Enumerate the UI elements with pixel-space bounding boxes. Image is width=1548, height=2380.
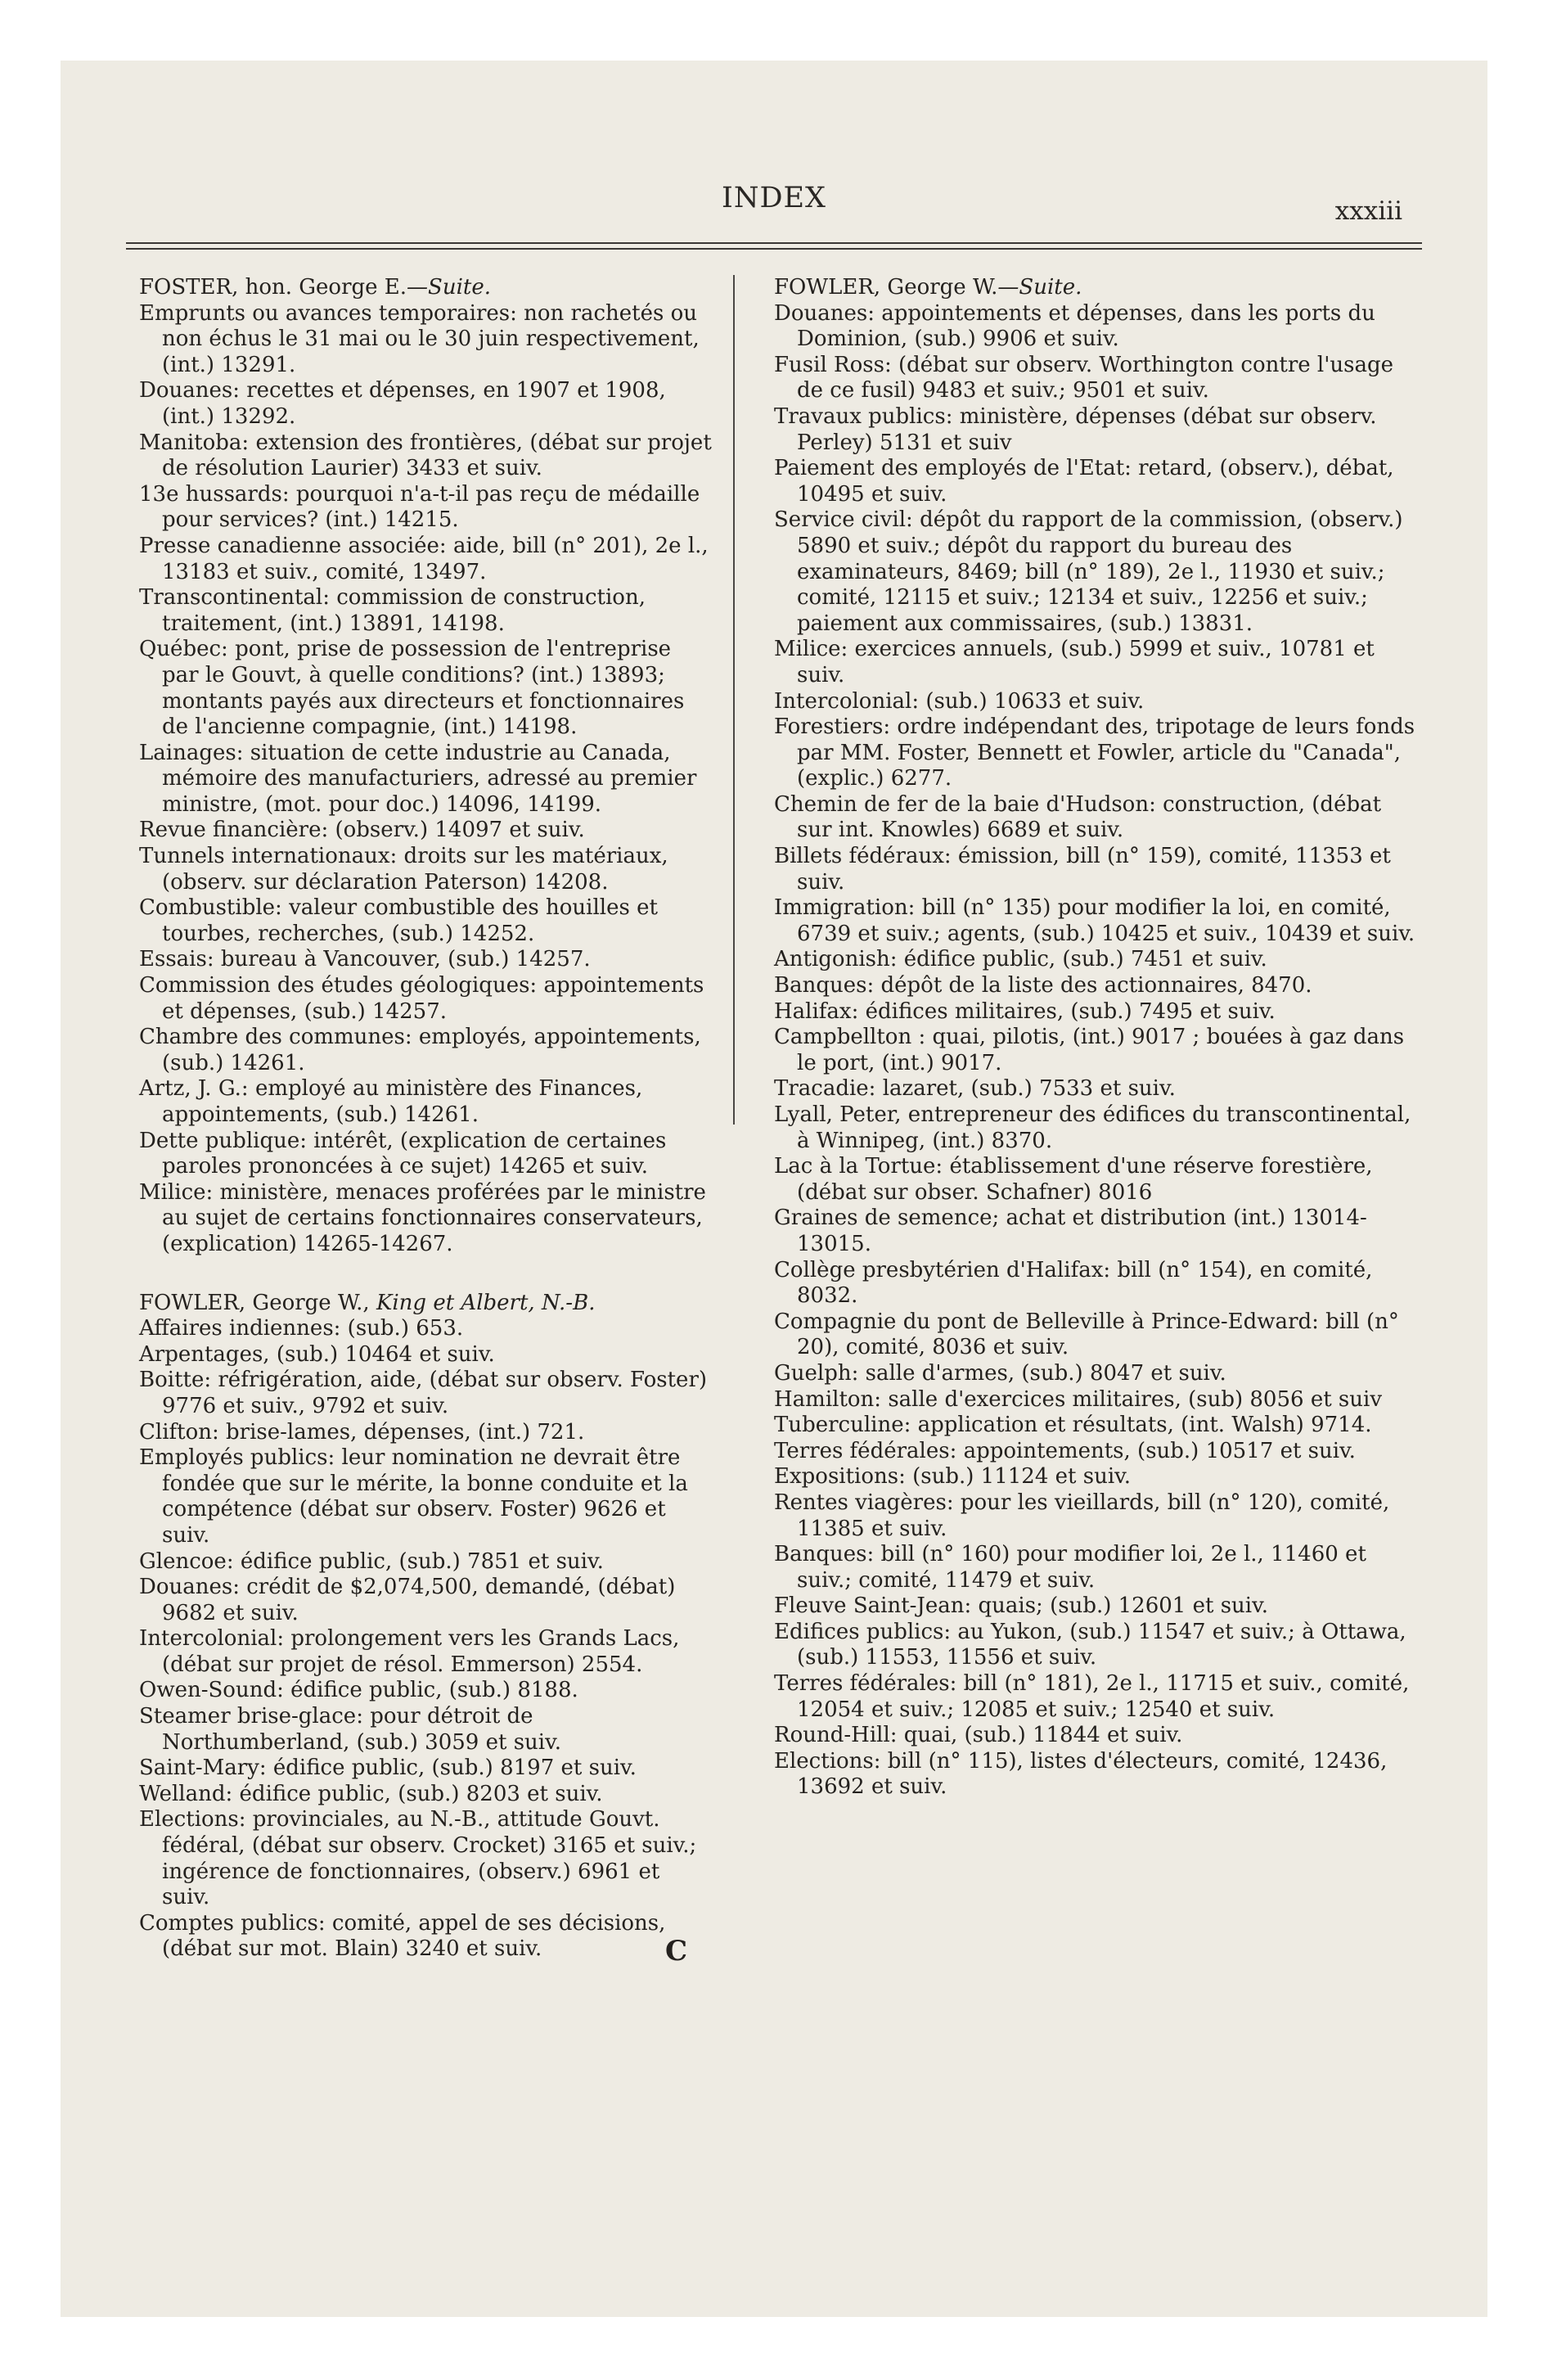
index-entry: Terres fédérales: appointements, (sub.) 10517 et suiv. xyxy=(774,1438,1356,1463)
heading-suffix: King et Albert, N.-B. xyxy=(376,1290,596,1315)
index-entry: Clifton: brise-lames, dépenses, (int.) 721. xyxy=(139,1419,585,1445)
index-entry: Expositions: (sub.) 11124 et suiv. xyxy=(774,1464,1132,1490)
index-entry: Elections: bill (n° 115), listes d'électeurs, comité, 12436, 13692 et suiv. xyxy=(774,1748,1388,1800)
index-entry: Tuberculine: application et résultats, (int. Walsh) 9714. xyxy=(774,1413,1372,1438)
index-entry: Travaux publics: ministère, dépenses (débat sur observ. Perley) 5131 et suiv xyxy=(774,403,1377,455)
index-entry: Transcontinental: commission de construction, traitement, (int.) 13891, 14198. xyxy=(139,585,646,636)
index-entry: Tracadie: lazaret, (sub.) 7533 et suiv. xyxy=(774,1076,1176,1102)
index-entry: Boitte: réfrigération, aide, (débat sur observ. Foster) 9776 et suiv., 9792 et suiv. xyxy=(139,1368,708,1418)
scanned-page xyxy=(61,61,1487,2317)
index-entry: Glencoe: édifice public, (sub.) 7851 et suiv. xyxy=(139,1548,604,1574)
index-entry: Douanes: crédit de $2,074,500, demandé, (débat) 9682 et suiv. xyxy=(139,1575,676,1625)
index-entry: Affaires indiennes: (sub.) 653. xyxy=(139,1316,464,1341)
index-entry: Chemin de fer de la baie d'Hudson: construction, (débat sur int. Knowles) 6689 et suiv. xyxy=(774,791,1382,843)
index-entry: Graines de semence; achat et distribution (int.) 13014-13015. xyxy=(774,1206,1367,1256)
header-rule xyxy=(126,242,1422,244)
heading-name: FOSTER, hon. George E. xyxy=(139,275,407,300)
index-entry: Lac à la Tortue: établissement d'une réserve forestière, (débat sur obser. Schafner) 8016 xyxy=(774,1154,1373,1205)
index-entry: Québec: pont, prise de possession de l'entreprise par le Gouvt, à quelle conditions? (int.) 13893; montants payés aux directeurs et fonctionnaires de l'ancienne compagnie, (int.) 14198. xyxy=(139,637,685,740)
index-entry: Comptes publics: comité, appel de ses décisions, (débat sur mot. Blain) 3240 et suiv. xyxy=(139,1910,666,1962)
index-entry: Fleuve Saint-Jean: quais; (sub.) 12601 et suiv. xyxy=(774,1593,1268,1619)
index-heading xyxy=(139,275,712,301)
index-entry: Arpentages, (sub.) 10464 et suiv. xyxy=(139,1341,495,1367)
index-entry: Banques: dépôt de la liste des actionnaires, 8470. xyxy=(774,973,1312,998)
index-entry: Intercolonial: (sub.) 10633 et suiv. xyxy=(774,688,1145,714)
index-entry: Lainages: situation de cette industrie au Canada, mémoire des manufacturiers, adressé au premier ministre, (mot. pour doc.) 14096, 14199. xyxy=(139,740,697,817)
index-entry: Guelph: salle d'armes, (sub.) 8047 et suiv. xyxy=(774,1360,1226,1386)
index-entry: Employés publics: leur nomination ne devrait être fondée que sur le mérite, la bonne conduite et la compétence (débat sur observ. Foster) 9626 et suiv. xyxy=(139,1445,688,1548)
index-entry: Presse canadienne associée: aide, bill (n° 201), 2e l., 13183 et suiv., comité, 13497. xyxy=(139,533,709,584)
index-entry: Fusil Ross: (débat sur observ. Worthington contre l'usage de ce fusil) 9483 et suiv.; 9501 et suiv. xyxy=(774,352,1393,403)
index-entry: Essais: bureau à Vancouver, (sub.) 14257. xyxy=(139,947,591,972)
index-entry: Paiement des employés de l'Etat: retard, (observ.), débat, 10495 et suiv. xyxy=(774,456,1394,507)
index-entry: Milice: ministère, menaces proférées par le ministre au sujet de certains fonctionnaires conservateurs, (explication) 14265-14267. xyxy=(139,1179,706,1256)
index-entry: Combustible: valeur combustible des houilles et tourbes, recherches, (sub.) 14252. xyxy=(139,895,658,946)
index-entry: Round-Hill: quai, (sub.) 11844 et suiv. xyxy=(774,1723,1183,1748)
index-entry: Dette publique: intérêt, (explication de certaines paroles prononcées à ce sujet) 14265 et suiv. xyxy=(139,1128,667,1179)
index-entry: Terres fédérales: bill (n° 181), 2e l., 11715 et suiv., comité, 12054 et suiv.; 12085 et suiv.; 12540 et suiv. xyxy=(774,1671,1410,1722)
index-heading xyxy=(774,275,1416,301)
index-entry: Welland: édifice public, (sub.) 8203 et suiv. xyxy=(139,1781,603,1806)
index-entry: Milice: exercices annuels, (sub.) 5999 et suiv., 10781 et suiv. xyxy=(774,637,1375,687)
index-entry: Forestiers: ordre indépendant des, tripotage de leurs fonds par MM. Foster, Bennett et Fowler, article du "Canada", (explic.) 6277. xyxy=(774,714,1415,791)
index-entry: Antigonish: édifice public, (sub.) 7451 et suiv. xyxy=(774,947,1267,972)
index-entry: Douanes: appointements et dépenses, dans les ports du Dominion, (sub.) 9906 et suiv. xyxy=(774,300,1375,352)
heading-suffix: —Suite. xyxy=(407,275,492,300)
index-entry: Service civil: dépôt du rapport de la commission, (observ.) 5890 et suiv.; dépôt du rapport du bureau des examinateurs, 8469; bill (n° 189), 2e l., 11930 et suiv.; comité, 12115 et suiv.; 12134 et suiv., 12256 et suiv.; paiement aux commissaires, (sub.) 13831. xyxy=(774,507,1403,636)
heading-name: FOWLER, George W. xyxy=(774,275,998,300)
index-entry: Edifices publics: au Yukon, (sub.) 11547 et suiv.; à Ottawa, (sub.) 11553, 11556 et suiv. xyxy=(774,1619,1406,1670)
index-entry: Hamilton: salle d'exercices militaires, (sub) 8056 et suiv xyxy=(774,1386,1383,1412)
index-entry: Elections: provinciales, au N.-B., attitude Gouvt. fédéral, (débat sur observ. Crocket) 3165 et suiv.; ingérence de fonctionnaires, (observ.) 6961 et suiv. xyxy=(139,1807,697,1910)
index-entry: Lyall, Peter, entrepreneur des édifices du transcontinental, à Winnipeg, (int.) 8370. xyxy=(774,1102,1411,1153)
page-title: INDEX xyxy=(722,182,826,214)
index-entry: Tunnels internationaux: droits sur les matériaux, (observ. sur déclaration Paterson) 14208. xyxy=(139,844,668,895)
index-entry: Saint-Mary: édifice public, (sub.) 8197 et suiv. xyxy=(139,1756,637,1781)
index-entry: Collège presbytérien d'Halifax: bill (n° 154), en comité, 8032. xyxy=(774,1257,1373,1309)
index-entry: Rentes viagères: pour les vieillards, bill (n° 120), comité, 11385 et suiv. xyxy=(774,1490,1390,1541)
right-column xyxy=(774,275,1416,1801)
index-entry: Commission des études géologiques: appointements et dépenses, (sub.) 14257. xyxy=(139,973,704,1024)
index-entry: Immigration: bill (n° 135) pour modifier la loi, en comité, 6739 et suiv.; agents, (sub.) 10425 et suiv., 10439 et suiv. xyxy=(774,895,1415,946)
index-entry: Emprunts ou avances temporaires: non rachetés ou non échus le 31 mai ou le 30 juin respectivement, (int.) 13291. xyxy=(139,300,700,377)
page-number: xxxiii xyxy=(1334,196,1402,226)
index-entry: Campbellton : quai, pilotis, (int.) 9017 ; bouées à gaz dans le port, (int.) 9017. xyxy=(774,1025,1405,1075)
column-divider xyxy=(733,275,735,1125)
heading-suffix: —Suite. xyxy=(997,275,1082,300)
index-entry: Douanes: recettes et dépenses, en 1907 et 1908, (int.) 13292. xyxy=(139,378,666,429)
left-column xyxy=(139,275,712,1963)
signature-letter: C xyxy=(665,1935,688,1968)
index-entry: Chambre des communes: employés, appointements, (sub.) 14261. xyxy=(139,1025,701,1075)
heading-name: FOWLER, George W., xyxy=(139,1290,370,1315)
index-heading xyxy=(139,1291,712,1317)
index-entry: Billets fédéraux: émission, bill (n° 159), comité, 11353 et suiv. xyxy=(774,844,1391,895)
index-entry: Banques: bill (n° 160) pour modifier loi, 2e l., 11460 et suiv.; comité, 11479 et suiv. xyxy=(774,1542,1366,1593)
index-entry: 13e hussards: pourquoi n'a-t-il pas reçu de médaille pour services? (int.) 14215. xyxy=(139,481,700,533)
index-entry: Intercolonial: prolongement vers les Grands Lacs, (débat sur projet de résol. Emmerson) 2554. xyxy=(139,1626,680,1677)
header-rule xyxy=(126,248,1422,250)
index-entry: Compagnie du pont de Belleville à Prince-Edward: bill (n° 20), comité, 8036 et suiv. xyxy=(774,1309,1399,1360)
index-entry: Revue financière: (observ.) 14097 et suiv. xyxy=(139,818,585,843)
index-entry: Owen-Sound: édifice public, (sub.) 8188. xyxy=(139,1678,578,1703)
index-entry: Steamer brise-glace: pour détroit de Northumberland, (sub.) 3059 et suiv. xyxy=(139,1704,561,1755)
index-entry: Halifax: édifices militaires, (sub.) 7495 et suiv. xyxy=(774,998,1276,1024)
index-entry: Manitoba: extension des frontières, (débat sur projet de résolution Laurier) 3433 et suiv. xyxy=(139,430,712,481)
index-entry: Artz, J. G.: employé au ministère des Finances, appointements, (sub.) 14261. xyxy=(139,1076,643,1127)
